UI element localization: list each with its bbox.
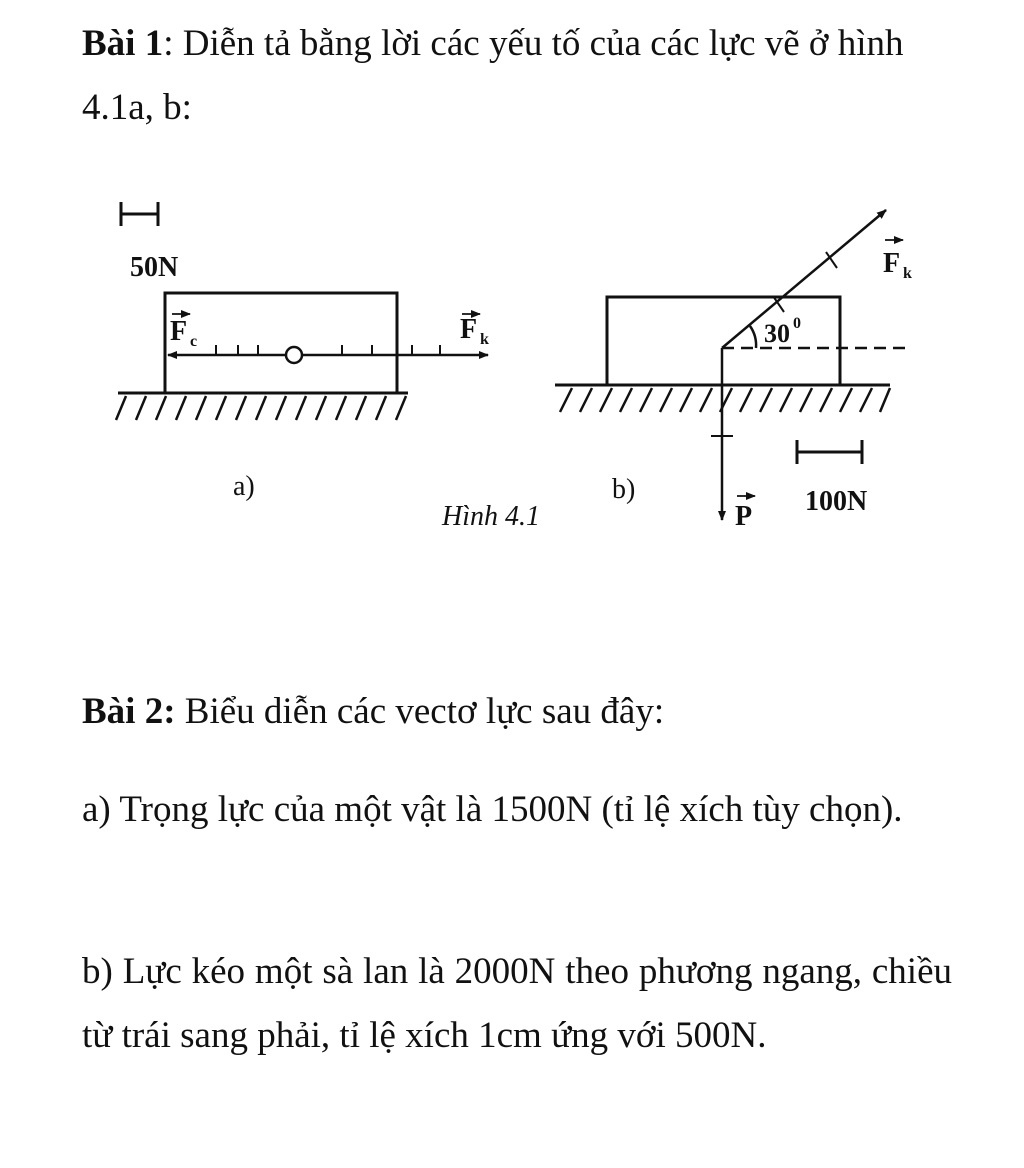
svg-text:F: F: [883, 248, 901, 279]
exercise-1-label: Bài 1: [82, 23, 164, 64]
exercise-2-body: Biểu diễn các vectơ lực sau đây:: [175, 691, 665, 732]
svg-text:30: 30: [764, 319, 790, 348]
part-b-scale-label: 100N: [805, 486, 868, 517]
exercise-2-heading: [82, 680, 952, 744]
part-a-scale-label: 50N: [130, 252, 179, 283]
exercise-1-text: [82, 12, 952, 140]
part-a-scale: [121, 202, 178, 283]
part-a-ground: [116, 393, 408, 420]
exercise-1-body: : Diễn tả bằng lời các yếu tố của các lực vẽ ở hình 4.1a, b:: [82, 23, 904, 128]
part-b-pull-label: [883, 240, 912, 282]
svg-text:c: c: [190, 333, 198, 350]
part-b-weight-label: [735, 496, 755, 532]
part-b-angle-arc: [750, 326, 756, 348]
exercise-2-label: Bài 2:: [82, 691, 176, 732]
part-b-block: [607, 297, 840, 385]
figure-4-1: [0, 180, 1024, 560]
part-a-pull-label: [460, 314, 489, 348]
exercise-2-item-b: b) Lực kéo một sà lan là 2000N theo phương ngang, chiều từ trái sang phải, tỉ lệ xích 1cm ứng với 500N.: [82, 951, 952, 1056]
part-b-label: b): [612, 474, 636, 505]
part-a-block: [165, 293, 397, 393]
exercise-2-item-a: a) Trọng lực của một vật là 1500N (tỉ lệ xích tùy chọn).: [82, 789, 903, 830]
svg-text:k: k: [903, 265, 912, 282]
part-a-ticks: [216, 345, 440, 355]
part-b-angle-label: [764, 315, 801, 348]
svg-text:P: P: [735, 501, 753, 532]
part-a-label: a): [233, 471, 255, 502]
svg-text:F: F: [170, 316, 188, 347]
figure-caption: Hình 4.1: [442, 501, 540, 532]
svg-text:F: F: [460, 314, 478, 345]
part-a-point-of-application: [286, 347, 302, 363]
part-b-pull-arrow: [722, 210, 886, 348]
svg-text:k: k: [480, 331, 489, 348]
part-a-friction-label: [170, 314, 197, 350]
part-b-scale: [797, 440, 867, 517]
svg-text:0: 0: [793, 315, 801, 332]
part-b-pull-ticks: [773, 252, 837, 312]
